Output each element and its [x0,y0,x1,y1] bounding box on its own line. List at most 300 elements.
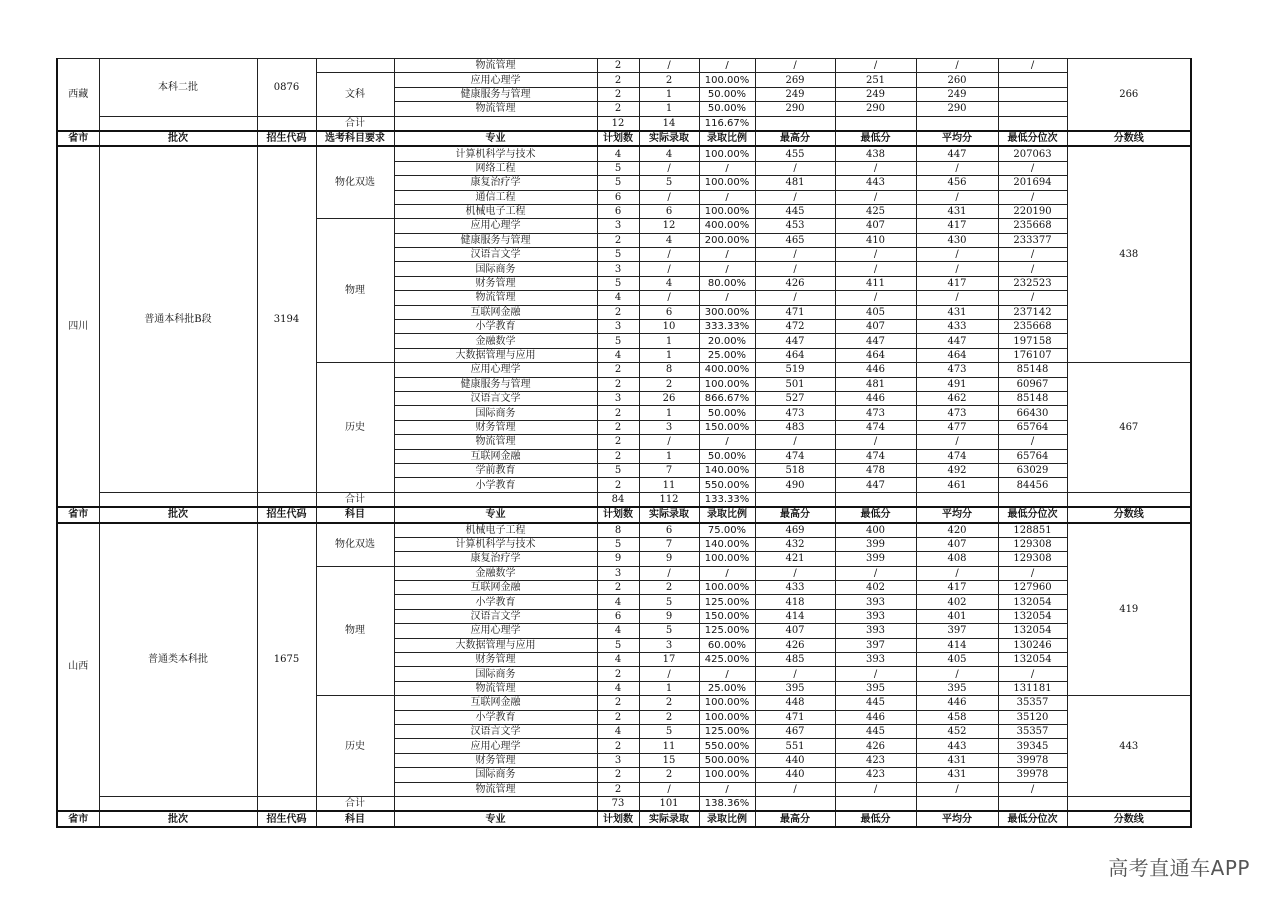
plan-count-cell: 2 [597,435,639,449]
total-ratio-cell: 138.36% [699,796,755,811]
subject-requirement-cell: 物化双选 [316,146,394,218]
plan-count-cell: 5 [597,537,639,551]
admission-ratio-cell: 80.00% [699,276,755,290]
max-score-cell: 481 [755,176,835,190]
column-header: 最低分位次 [998,507,1067,522]
major-cell: 小学教育 [394,478,597,492]
min-score-cell: 478 [835,463,916,477]
plan-count-cell: 2 [597,73,639,87]
plan-count-cell: 6 [597,609,639,623]
min-score-cell: 438 [835,146,916,161]
admission-ratio-cell: 125.00% [699,724,755,738]
enrollment-code-cell: 3194 [257,146,316,492]
min-rank-cell: 39978 [998,753,1067,767]
plan-count-cell: 3 [597,262,639,276]
plan-count-cell: 8 [597,523,639,538]
actual-admitted-cell: 2 [639,696,699,710]
avg-score-cell: 417 [916,276,998,290]
min-score-cell: 400 [835,523,916,538]
total-label-cell: 合计 [316,116,394,131]
max-score-cell: 426 [755,276,835,290]
min-score-cell: 251 [835,73,916,87]
min-score-cell: 290 [835,102,916,116]
total-plan-cell: 73 [597,796,639,811]
min-score-cell: 426 [835,739,916,753]
avg-score-cell: 447 [916,334,998,348]
column-header: 分数线 [1067,811,1191,826]
admission-ratio-cell: 425.00% [699,653,755,667]
avg-score-cell: 462 [916,391,998,405]
min-score-cell: 445 [835,696,916,710]
max-score-cell: 432 [755,537,835,551]
min-rank-cell: 60967 [998,377,1067,391]
actual-admitted-cell: 1 [639,87,699,101]
min-score-cell: 410 [835,233,916,247]
column-header: 平均分 [916,131,998,146]
max-score-cell: 269 [755,73,835,87]
major-cell: 汉语言文学 [394,724,597,738]
column-header: 最高分 [755,811,835,826]
column-header: 最低分 [835,811,916,826]
column-header: 最低分位次 [998,131,1067,146]
total-label-cell: 合计 [316,492,394,507]
empty-cell [916,116,998,131]
actual-admitted-cell: 2 [639,73,699,87]
min-score-cell: / [835,190,916,204]
plan-count-cell: 5 [597,638,639,652]
major-cell: 物流管理 [394,291,597,305]
avg-score-cell: / [916,782,998,796]
admission-ratio-cell: 100.00% [699,146,755,161]
plan-count-cell: 2 [597,581,639,595]
subject-requirement-cell: 物理 [316,566,394,696]
avg-score-cell: 405 [916,653,998,667]
total-plan-cell: 84 [597,492,639,507]
actual-admitted-cell: 4 [639,233,699,247]
min-score-cell: 474 [835,420,916,434]
min-score-cell: 399 [835,537,916,551]
admission-ratio-cell: / [699,566,755,580]
max-score-cell: 465 [755,233,835,247]
watermark-text: 高考直通车APP [1108,856,1250,880]
min-rank-cell: 127960 [998,581,1067,595]
max-score-cell: 467 [755,724,835,738]
major-cell: 计算机科学与技术 [394,537,597,551]
min-rank-cell: 85148 [998,363,1067,377]
major-cell: 国际商务 [394,406,597,420]
min-rank-cell: 220190 [998,204,1067,218]
max-score-cell: 471 [755,305,835,319]
plan-count-cell: 6 [597,190,639,204]
plan-count-cell: 5 [597,161,639,175]
column-header: 计划数 [597,507,639,522]
max-score-cell: 433 [755,581,835,595]
major-cell: 金融数学 [394,566,597,580]
actual-admitted-cell: 1 [639,348,699,362]
avg-score-cell: / [916,566,998,580]
admission-ratio-cell: 500.00% [699,753,755,767]
min-rank-cell: 130246 [998,638,1067,652]
plan-count-cell: 2 [597,478,639,492]
min-rank-cell: 131181 [998,681,1067,695]
max-score-cell: 418 [755,595,835,609]
column-header: 招生代码 [257,811,316,826]
admission-ratio-cell: 25.00% [699,681,755,695]
major-cell: 健康服务与管理 [394,377,597,391]
major-cell: 大数据管理与应用 [394,638,597,652]
min-score-cell: 445 [835,724,916,738]
min-score-cell: 407 [835,219,916,233]
column-header: 省市 [57,507,99,522]
avg-score-cell: 401 [916,609,998,623]
subject-requirement-cell: 历史 [316,363,394,493]
min-rank-cell: 207063 [998,146,1067,161]
major-cell: 国际商务 [394,768,597,782]
enrollment-code-cell: 0876 [257,59,316,117]
actual-admitted-cell: / [639,248,699,262]
major-cell: 物流管理 [394,102,597,116]
batch-cell: 本科二批 [99,59,257,117]
admission-ratio-cell: 866.67% [699,391,755,405]
subject-requirement-cell: 物化双选 [316,523,394,567]
column-header: 批次 [99,811,257,826]
min-score-cell: / [835,566,916,580]
min-score-cell: 395 [835,681,916,695]
major-cell: 财务管理 [394,420,597,434]
actual-admitted-cell: 8 [639,363,699,377]
avg-score-cell: / [916,59,998,73]
min-score-cell: 393 [835,595,916,609]
min-rank-cell: 35357 [998,696,1067,710]
plan-count-cell: 3 [597,219,639,233]
empty-cell [755,796,835,811]
actual-admitted-cell: 2 [639,581,699,595]
actual-admitted-cell: 4 [639,146,699,161]
enrollment-code-cell: 1675 [257,523,316,797]
score-line-cell: 467 [1067,363,1191,493]
major-cell: 物流管理 [394,435,597,449]
avg-score-cell: 456 [916,176,998,190]
min-rank-cell: 84456 [998,478,1067,492]
admission-ratio-cell: 550.00% [699,739,755,753]
avg-score-cell: / [916,435,998,449]
actual-admitted-cell: 6 [639,305,699,319]
column-header: 省市 [57,811,99,826]
major-cell: 财务管理 [394,753,597,767]
column-header: 专业 [394,507,597,522]
plan-count-cell: 4 [597,724,639,738]
actual-admitted-cell: / [639,291,699,305]
empty-cell [916,796,998,811]
plan-count-cell: 2 [597,406,639,420]
avg-score-cell: 402 [916,595,998,609]
max-score-cell: / [755,667,835,681]
plan-count-cell: 6 [597,204,639,218]
min-rank-cell: 233377 [998,233,1067,247]
plan-count-cell: 4 [597,653,639,667]
max-score-cell: 490 [755,478,835,492]
actual-admitted-cell: 1 [639,334,699,348]
min-score-cell: / [835,291,916,305]
column-header: 计划数 [597,131,639,146]
actual-admitted-cell: 3 [639,638,699,652]
max-score-cell: / [755,566,835,580]
admission-ratio-cell: 150.00% [699,609,755,623]
avg-score-cell: / [916,190,998,204]
min-score-cell: 447 [835,334,916,348]
score-line-cell: 443 [1067,696,1191,797]
column-header: 招生代码 [257,507,316,522]
major-cell: 国际商务 [394,262,597,276]
column-header: 最低分 [835,131,916,146]
total-actual-cell: 112 [639,492,699,507]
max-score-cell: / [755,782,835,796]
column-header: 最低分 [835,507,916,522]
actual-admitted-cell: 11 [639,739,699,753]
max-score-cell: / [755,291,835,305]
plan-count-cell: 5 [597,334,639,348]
admission-ratio-cell: 25.00% [699,348,755,362]
avg-score-cell: 464 [916,348,998,362]
major-cell: 应用心理学 [394,739,597,753]
column-header: 最高分 [755,507,835,522]
actual-admitted-cell: / [639,161,699,175]
empty-cell [394,116,597,131]
admission-ratio-cell: 100.00% [699,768,755,782]
actual-admitted-cell: 12 [639,219,699,233]
min-score-cell: 249 [835,87,916,101]
admission-ratio-cell: / [699,161,755,175]
min-rank-cell [998,102,1067,116]
major-cell: 财务管理 [394,276,597,290]
total-actual-cell: 101 [639,796,699,811]
major-cell: 小学教育 [394,710,597,724]
max-score-cell: 448 [755,696,835,710]
column-header: 批次 [99,131,257,146]
empty-cell [1067,492,1191,507]
max-score-cell: / [755,190,835,204]
avg-score-cell: 491 [916,377,998,391]
plan-count-cell: 2 [597,696,639,710]
column-header: 实际录取 [639,507,699,522]
actual-admitted-cell: 7 [639,463,699,477]
total-plan-cell: 12 [597,116,639,131]
actual-admitted-cell: / [639,435,699,449]
max-score-cell: / [755,248,835,262]
actual-admitted-cell: 5 [639,595,699,609]
table-row [57,146,1191,161]
min-rank-cell: 35357 [998,724,1067,738]
total-row [57,492,1191,507]
actual-admitted-cell: 9 [639,609,699,623]
admission-ratio-cell: / [699,59,755,73]
plan-count-cell: 4 [597,146,639,161]
avg-score-cell: 431 [916,305,998,319]
min-rank-cell: 128851 [998,523,1067,538]
avg-score-cell: 446 [916,696,998,710]
admission-ratio-cell: 100.00% [699,581,755,595]
major-cell: 汉语言文学 [394,609,597,623]
column-header: 录取比例 [699,131,755,146]
avg-score-cell: 474 [916,449,998,463]
min-score-cell: 473 [835,406,916,420]
admission-ratio-cell: 20.00% [699,334,755,348]
major-cell: 国际商务 [394,667,597,681]
min-rank-cell: 132054 [998,595,1067,609]
total-label-cell: 合计 [316,796,394,811]
min-rank-cell: / [998,566,1067,580]
min-score-cell: 411 [835,276,916,290]
major-cell: 通信工程 [394,190,597,204]
avg-score-cell: 447 [916,146,998,161]
plan-count-cell: 3 [597,753,639,767]
actual-admitted-cell: / [639,262,699,276]
avg-score-cell: 433 [916,320,998,334]
plan-count-cell: 2 [597,667,639,681]
max-score-cell: 501 [755,377,835,391]
admission-ratio-cell: 50.00% [699,449,755,463]
column-header: 平均分 [916,507,998,522]
subject-requirement-cell [316,59,394,73]
admission-ratio-cell: 60.00% [699,638,755,652]
avg-score-cell: 431 [916,753,998,767]
actual-admitted-cell: / [639,667,699,681]
min-score-cell: 393 [835,609,916,623]
empty-cell [998,492,1067,507]
plan-count-cell: 4 [597,291,639,305]
avg-score-cell: 492 [916,463,998,477]
avg-score-cell: 407 [916,537,998,551]
empty-cell [394,796,597,811]
major-cell: 物流管理 [394,59,597,73]
actual-admitted-cell: 2 [639,710,699,724]
max-score-cell: 474 [755,449,835,463]
max-score-cell: / [755,161,835,175]
empty-cell [835,492,916,507]
actual-admitted-cell: 15 [639,753,699,767]
plan-count-cell: 2 [597,782,639,796]
max-score-cell: 519 [755,363,835,377]
admission-ratio-cell: 100.00% [699,552,755,566]
avg-score-cell: 408 [916,552,998,566]
min-rank-cell: 197158 [998,334,1067,348]
min-rank-cell: 39978 [998,768,1067,782]
max-score-cell: 527 [755,391,835,405]
min-rank-cell: 66430 [998,406,1067,420]
min-rank-cell: 132054 [998,609,1067,623]
empty-cell [916,492,998,507]
max-score-cell: / [755,262,835,276]
actual-admitted-cell: / [639,190,699,204]
empty-cell [99,116,257,131]
avg-score-cell: 473 [916,363,998,377]
major-cell: 金融数学 [394,334,597,348]
empty-cell [257,116,316,131]
admission-ratio-cell: 333.33% [699,320,755,334]
empty-cell [755,116,835,131]
max-score-cell: 414 [755,609,835,623]
min-rank-cell: 235668 [998,320,1067,334]
major-cell: 汉语言文学 [394,248,597,262]
empty-cell [835,116,916,131]
major-cell: 互联网金融 [394,696,597,710]
avg-score-cell: / [916,161,998,175]
plan-count-cell: 5 [597,176,639,190]
min-rank-cell: 85148 [998,391,1067,405]
plan-count-cell: 2 [597,233,639,247]
column-header: 录取比例 [699,811,755,826]
avg-score-cell: 417 [916,581,998,595]
admission-ratio-cell: 400.00% [699,219,755,233]
empty-cell [257,492,316,507]
min-score-cell: 407 [835,320,916,334]
min-score-cell: 425 [835,204,916,218]
admission-ratio-cell: 50.00% [699,406,755,420]
empty-cell [99,796,257,811]
avg-score-cell: 452 [916,724,998,738]
column-header: 选考科目要求 [316,131,394,146]
min-score-cell: 443 [835,176,916,190]
min-rank-cell: / [998,291,1067,305]
plan-count-cell: 9 [597,552,639,566]
max-score-cell: 445 [755,204,835,218]
min-score-cell: / [835,435,916,449]
max-score-cell: 407 [755,624,835,638]
min-score-cell: 393 [835,653,916,667]
total-row [57,796,1191,811]
max-score-cell: 453 [755,219,835,233]
actual-admitted-cell: 11 [639,478,699,492]
plan-count-cell: 2 [597,363,639,377]
max-score-cell: 464 [755,348,835,362]
admission-ratio-cell: / [699,291,755,305]
total-ratio-cell: 116.67% [699,116,755,131]
max-score-cell: / [755,59,835,73]
major-cell: 小学教育 [394,595,597,609]
empty-cell [257,796,316,811]
admission-ratio-cell: 100.00% [699,377,755,391]
major-cell: 应用心理学 [394,624,597,638]
subject-requirement-cell: 物理 [316,219,394,363]
actual-admitted-cell: 6 [639,523,699,538]
min-score-cell: / [835,782,916,796]
min-rank-cell: / [998,435,1067,449]
column-header: 批次 [99,507,257,522]
column-header: 科目 [316,811,394,826]
min-rank-cell [998,73,1067,87]
table-header-row [57,507,1191,522]
admission-ratio-cell: 550.00% [699,478,755,492]
admission-ratio-cell: 125.00% [699,624,755,638]
min-score-cell: 405 [835,305,916,319]
min-score-cell: 397 [835,638,916,652]
actual-admitted-cell: 17 [639,653,699,667]
major-cell: 应用心理学 [394,363,597,377]
max-score-cell: 426 [755,638,835,652]
plan-count-cell: 2 [597,59,639,73]
total-ratio-cell: 133.33% [699,492,755,507]
avg-score-cell: 249 [916,87,998,101]
empty-cell [835,796,916,811]
admission-ratio-cell: 140.00% [699,463,755,477]
max-score-cell: 290 [755,102,835,116]
max-score-cell: 518 [755,463,835,477]
min-rank-cell: 132054 [998,624,1067,638]
avg-score-cell: 417 [916,219,998,233]
major-cell: 物流管理 [394,681,597,695]
admission-data-table [56,58,1192,828]
max-score-cell: 472 [755,320,835,334]
